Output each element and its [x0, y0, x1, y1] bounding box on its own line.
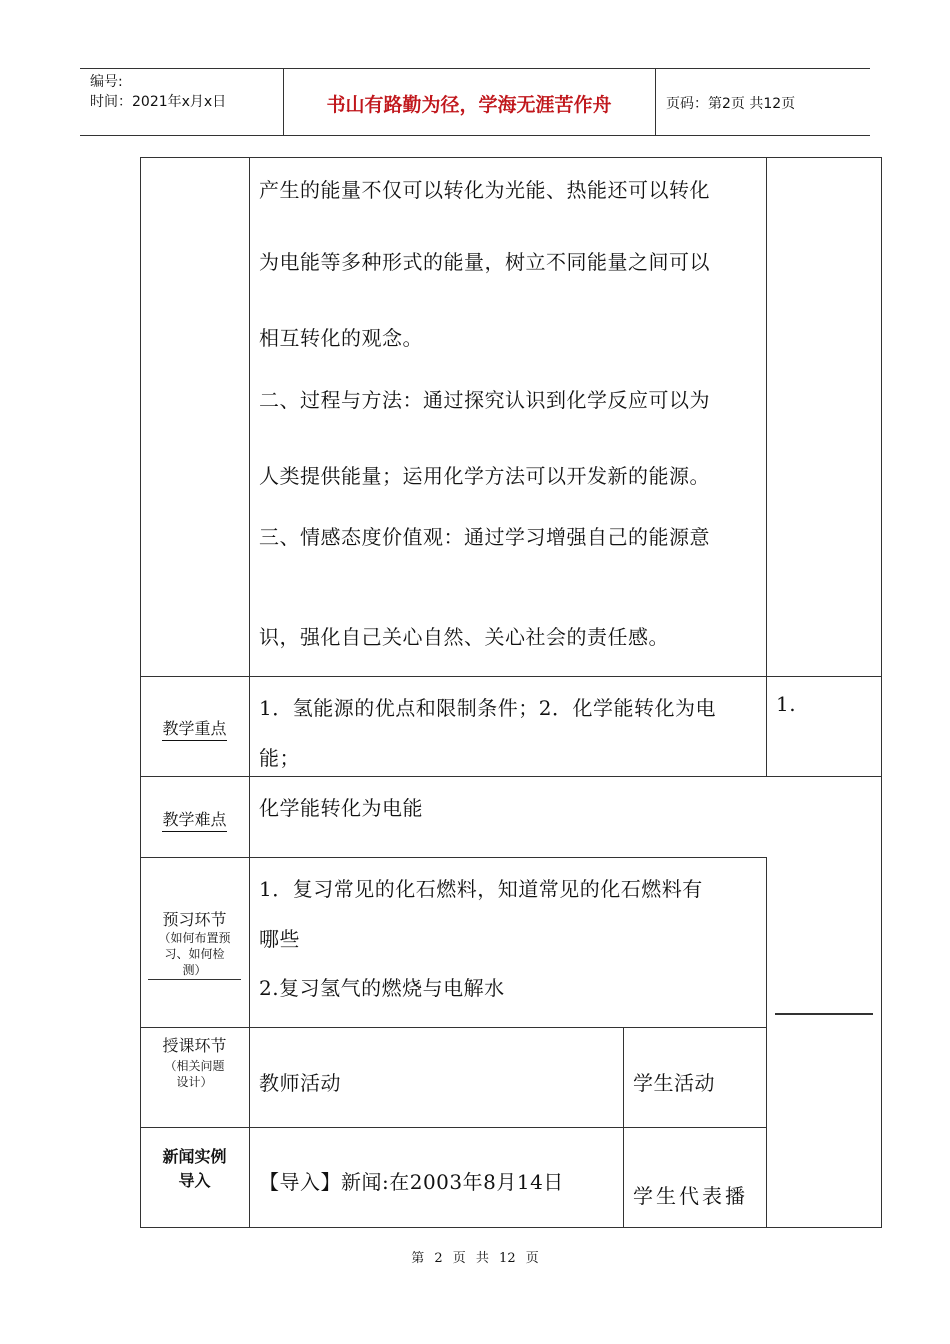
table-rule: [623, 1027, 624, 1227]
table-rule: [140, 676, 882, 677]
table-rule: [140, 1127, 766, 1128]
table-rule: [140, 157, 141, 1227]
preview-line: 哪些: [259, 927, 300, 951]
blank-underline: [775, 1013, 873, 1015]
preview-line: 1．复习常见的化石燃料，知道常见的化石燃料有: [259, 877, 703, 901]
page-footer: 第 2 页 共 12 页: [411, 1251, 539, 1266]
objective-line: 二、过程与方法：通过探究认识到化学反应可以为: [259, 388, 710, 412]
lesson-label: 授课环节: [162, 1036, 227, 1055]
table-rule: [140, 1027, 766, 1028]
time-label: 时间：2021年x月x日: [90, 94, 227, 110]
preview-underline: [148, 979, 241, 980]
header-info: [90, 72, 226, 112]
difficulty-label: 教学难点: [148, 807, 241, 830]
header-motto: 书山有路勤为径，学海无涯苦作舟: [326, 94, 612, 116]
key-points-right: 1.: [776, 692, 797, 716]
header-bottom-rule: [80, 135, 870, 136]
teacher-activity-header: 教师活动: [259, 1071, 341, 1095]
lesson-note: （相关问题 设计）: [164, 1059, 225, 1089]
header-page-label: 页码：第2页 共12页: [666, 96, 796, 112]
table-rule: [766, 857, 767, 1227]
preview-line: 2.复习氢气的燃烧与电解水: [259, 976, 505, 1000]
objective-line: 人类提供能量；运用化学方法可以开发新的能源。: [259, 464, 710, 488]
number-label: 编号:: [90, 74, 123, 90]
preview-label: 预习环节: [162, 910, 227, 929]
header-top-rule: [80, 68, 870, 69]
student-activity-header: 学生活动: [633, 1071, 715, 1095]
table-rule: [140, 157, 882, 158]
objective-line: 相互转化的观念。: [259, 326, 423, 350]
table-rule: [766, 157, 767, 777]
key-points-line: 1．氢能源的优点和限制条件；2．化学能转化为电: [259, 696, 716, 720]
objective-line: 产生的能量不仅可以转化为光能、热能还可以转化: [259, 178, 710, 202]
news-label: 新闻实例 导入: [162, 1147, 227, 1190]
difficulty-text: 化学能转化为电能: [259, 796, 423, 820]
table-rule: [140, 1227, 882, 1228]
table-rule: [140, 776, 882, 777]
key-points-label: 教学重点: [148, 716, 241, 739]
news-text: 【导入】新闻:在2003年8月14日: [259, 1170, 564, 1194]
table-rule: [881, 157, 882, 1227]
table-rule: [140, 857, 766, 858]
objective-line: 识，强化自己关心自然、关心社会的责任感。: [259, 625, 669, 649]
objective-line: 为电能等多种形式的能量，树立不同能量之间可以: [259, 250, 710, 274]
preview-note: （如何布置预 习、如何检 测）: [158, 931, 231, 977]
news-student: 学生代表播: [633, 1184, 748, 1208]
key-points-line: 能；: [259, 746, 300, 770]
objective-line: 三、情感态度价值观：通过学习增强自己的能源意: [259, 525, 710, 549]
header-divider: [655, 68, 656, 135]
table-rule: [249, 157, 250, 1227]
